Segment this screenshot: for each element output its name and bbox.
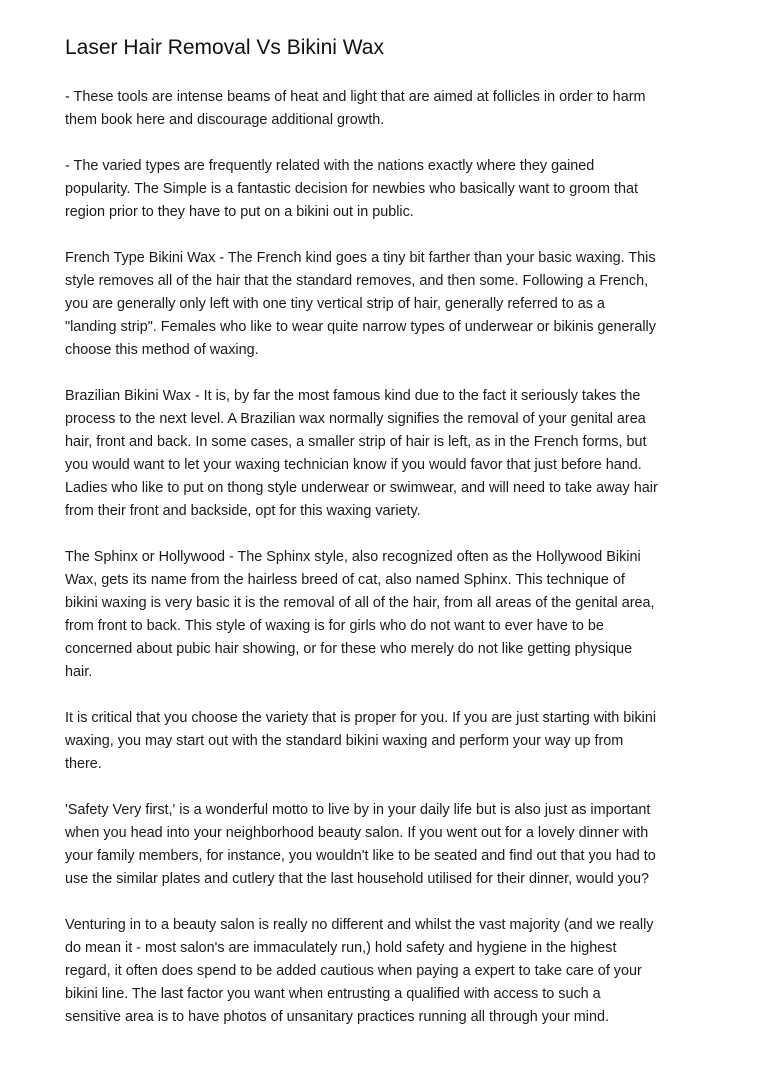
text-line: "landing strip". Females who like to wear quite narrow types of underwear or bikinis generally [65,319,656,335]
text-line: popularity. The Simple is a fantastic decision for newbies who basically want to groom that [65,181,638,197]
text-line: hair. [65,664,93,680]
text-line: French Type Bikini Wax - The French kind goes a tiny bit farther than your basic waxing. This [65,250,656,266]
text-line: regard, it often does spend to be added cautious when paying a expert to take care of your [65,963,642,979]
text-line: waxing, you may start out with the standard bikini waxing and perform your way up from [65,733,624,749]
document-body [65,86,715,1052]
text-line: 'Safety Very first,' is a wonderful motto to live by in your daily life but is also just as important [65,802,651,818]
paragraph-varied-types [65,155,715,224]
document-title: Laser Hair Removal Vs Bikini Wax [65,36,384,59]
text-line: bikini waxing is very basic it is the removal of all of the hair, from all areas of the genital area, [65,595,655,611]
text-line: you are generally only left with one tiny vertical strip of hair, generally referred to as a [65,296,605,312]
text-line: do mean it - most salon's are immaculately run,) hold safety and hygiene in the highest [65,940,617,956]
paragraph-beauty-salon [65,914,715,1029]
paragraph-safety-first [65,799,715,891]
text-line: style removes all of the hair that the standard removes, and then some. Following a French, [65,273,649,289]
text-line: Wax, gets its name from the hairless breed of cat, also named Sphinx. This technique of [65,572,625,588]
text-line: from their front and backside, opt for this waxing variety. [65,503,421,519]
text-line: Ladies who like to put on thong style underwear or swimwear, and will need to take away hair [65,480,658,496]
paragraph-sphinx-hollywood [65,546,715,684]
text-line: there. [65,756,102,772]
text-line: them book here and discourage additional growth. [65,112,385,128]
text-line: choose this method of waxing. [65,342,259,358]
text-line: hair, front and back. In some cases, a smaller strip of hair is left, as in the French forms, but [65,434,647,450]
text-line: It is critical that you choose the variety that is proper for you. If you are just starting with bikini [65,710,657,726]
text-line: you would want to let your waxing technician know if you would favor that just before hand. [65,457,642,473]
text-line: The Sphinx or Hollywood - The Sphinx style, also recognized often as the Hollywood Bikini [65,549,641,565]
paragraph-choose-variety [65,707,715,776]
paragraph-brazilian-wax [65,385,715,523]
text-line: when you head into your neighborhood beauty salon. If you went out for a lovely dinner with [65,825,649,841]
text-line: your family members, for instance, you wouldn't like to be seated and find out that you had to [65,848,656,864]
text-line: from front to back. This style of waxing is for girls who do not want to ever have to be [65,618,604,634]
paragraph-lasers [65,86,715,132]
text-line: Brazilian Bikini Wax - It is, by far the most famous kind due to the fact it seriously takes the [65,388,641,404]
text-line: sensitive area is to have photos of unsanitary practices running all through your mind. [65,1009,609,1025]
text-line: concerned about pubic hair showing, or for these who merely do not like getting physique [65,641,633,657]
text-line: use the similar plates and cutlery that the last household utilised for their dinner, would you? [65,871,649,887]
paragraph-french-wax [65,247,715,362]
text-line: - These tools are intense beams of heat and light that are aimed at follicles in order to harm [65,89,646,105]
text-line: bikini line. The last factor you want when entrusting a qualified with access to such a [65,986,601,1002]
text-line: - The varied types are frequently related with the nations exactly where they gained [65,158,595,174]
text-line: process to the next level. A Brazilian wax normally signifies the removal of your genital area [65,411,646,427]
text-line: region prior to they have to put on a bikini out in public. [65,204,414,220]
text-line: Venturing in to a beauty salon is really no different and whilst the vast majority (and we really [65,917,654,933]
